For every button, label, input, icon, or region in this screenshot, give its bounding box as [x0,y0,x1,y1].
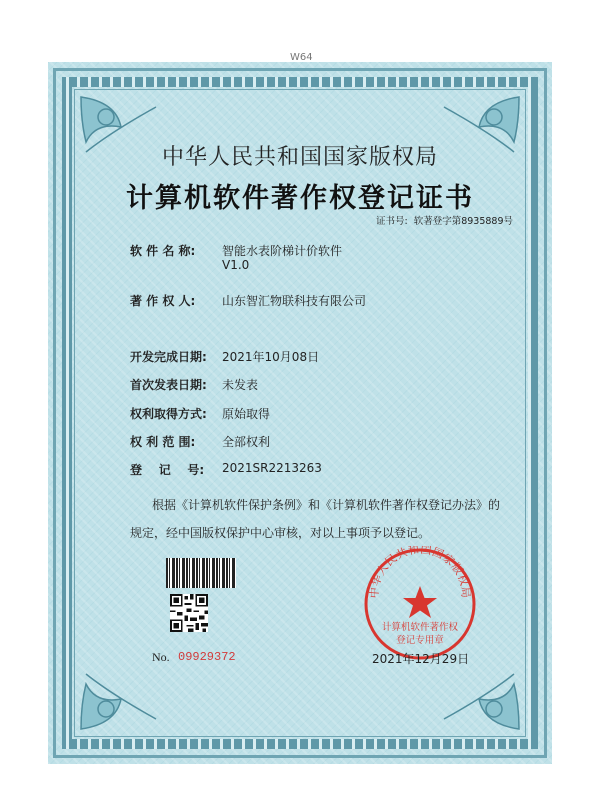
field-value-development-date: 2021年10月08日 [222,350,320,364]
field-label-first-publication-date: 首次发表日期: [130,378,207,392]
certificate-title: 计算机软件著作权登记证书 [126,183,474,214]
corner-ornament-bottom-left [76,664,166,734]
qr-code [170,594,208,632]
field-value-rights-acquisition: 原始取得 [222,407,271,421]
serial-mark: W64 [290,52,313,63]
field-label-rights-acquisition: 权利取得方式: [130,407,207,421]
svg-text:中华人民共和国国家版权局: 中华人民共和国国家版权局 [367,546,473,599]
field-value-rights-scope: 全部权利 [222,435,271,449]
svg-text:计算机软件著作权: 计算机软件著作权 [381,622,459,633]
field-label-rights-scope: 权 利 范 围: [130,435,196,449]
field-value-registration-number: 2021SR2213263 [222,461,322,475]
corner-ornament-bottom-right [434,664,524,734]
field-value-copyright-owner: 山东智汇物联科技有限公司 [222,294,367,308]
field-label-development-date: 开发完成日期: [130,350,207,364]
serial-number-label: No. [152,650,170,664]
field-value-first-publication-date: 未发表 [222,378,259,392]
statement-line-1: 根据《计算机软件保护条例》和《计算机软件著作权登记办法》的 [152,498,501,512]
field-label-copyright-owner: 著 作 权 人: [130,294,196,308]
field-value-software-name: 智能水表阶梯计价软件 [222,244,343,258]
field-value-software-version: V1.0 [222,258,250,272]
serial-number-value: 09929372 [178,650,236,664]
issue-date: 2021年12月29日 [372,652,470,666]
official-seal [362,546,478,662]
certificate-number [376,213,519,227]
field-label-registration-number: 登 记 号: [130,463,205,477]
barcode [166,558,236,588]
field-label-software-name: 软 件 名 称: [130,244,196,258]
certificate-number-value: 软著登字第8935889号 [413,216,514,227]
svg-text:登记专用章: 登记专用章 [396,635,444,646]
certificate-number-label: 证书号: [376,216,408,227]
issuing-authority-title: 中华人民共和国国家版权局 [161,145,438,170]
statement-line-2: 规定，经中国版权保护中心审核，对以上事项予以登记。 [130,526,431,540]
